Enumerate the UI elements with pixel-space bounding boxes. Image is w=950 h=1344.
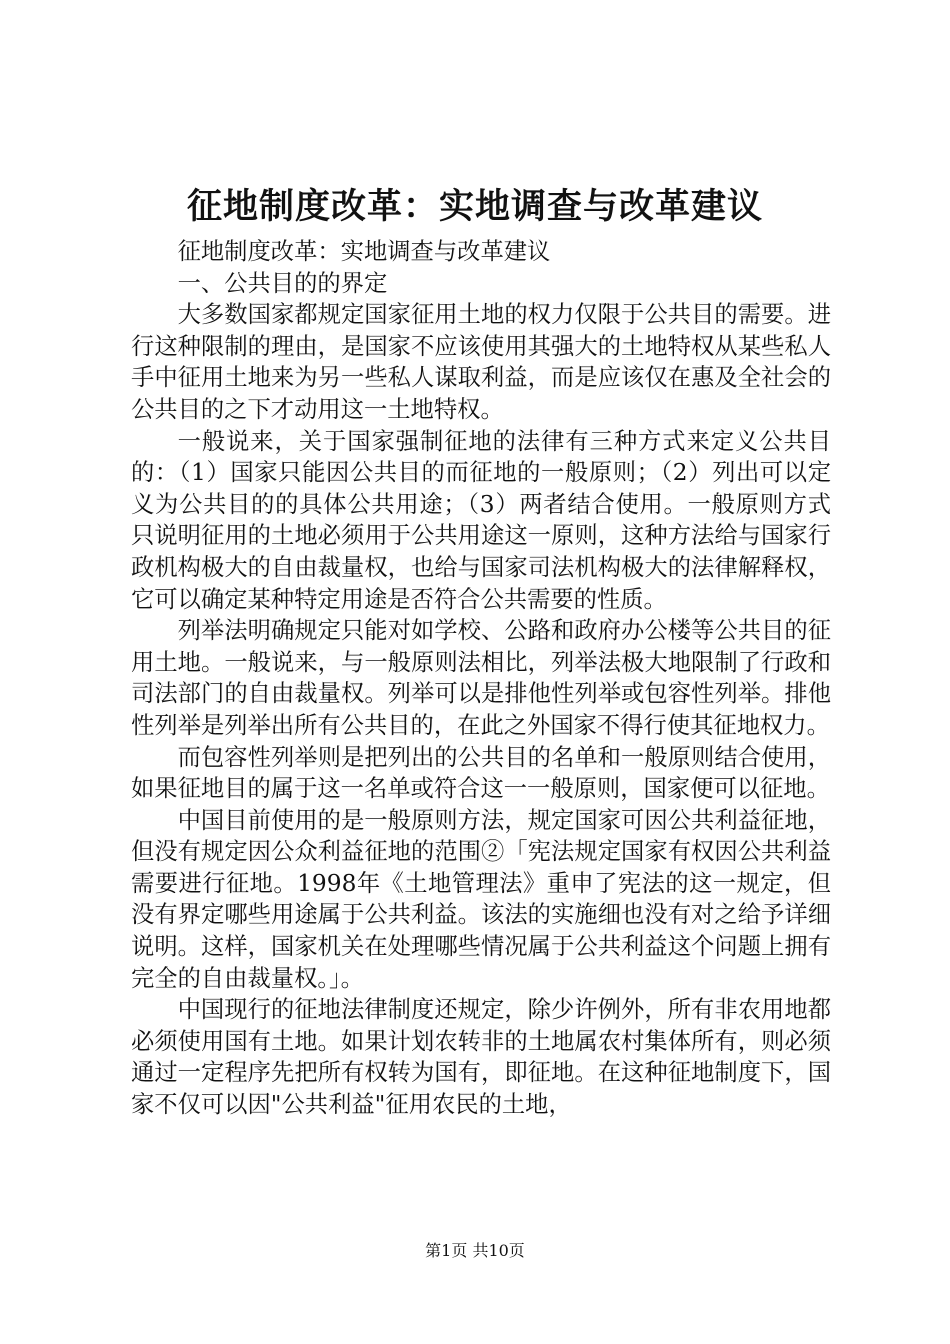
paragraph: 中国现行的征地法律制度还规定，除少许例外，所有非农用地都必须使用国有土地。如果计划农转非的土地属农村集体所有，则必须通过一定程序先把所有权转为国有，即征地。在这种征地制度下，国家不仅可以因"公共利益"征用农民的土地， <box>131 996 831 1119</box>
document-title: 征地制度改革：实地调查与改革建议 <box>186 186 763 227</box>
page-number-footer: 第1页 共10页 <box>425 1241 525 1260</box>
paragraph: 中国目前使用的是一般原则方法，规定国家可因公共利益征地，但没有规定因公众利益征地的范围②「宪法规定国家有权因公共利益需要进行征地。1998年《土地管理法》重申了宪法的这一规定，但没有界定哪些用途属于公共利益。该法的实施细也没有对之给予详细说明。这样，国家机关在处理哪些情况属于公共利益这个问题上拥有完全的自由裁量权。」。 <box>131 806 831 992</box>
paragraph: 列举法明确规定只能对如学校、公路和政府办公楼等公共目的征用土地。一般说来，与一般原则法相比，列举法极大地限制了行政和司法部门的自由裁量权。列举可以是排他性列举或包容性列举。排他性列举是列举出所有公共目的，在此之外国家不得行使其征地权力。 <box>131 617 831 739</box>
paragraph: 一般说来，关于国家强制征地的法律有三种方式来定义公共目的：（1）国家只能因公共目的而征地的一般原则；（2）列出可以定义为公共目的的具体公共用途；（3）两者结合使用。一般原则方式只说明征用的土地必须用于公共用途这一原则，这种方法给与国家行政机构极大的自由裁量权，也给与国家司法机构极大的法律解释权，它可以确定某种特定用途是否符合公共需要的性质。 <box>131 427 831 613</box>
paragraph: 大多数国家都规定国家征用土地的权力仅限于公共目的需要。进行这种限制的理由，是国家不应该使用其强大的土地特权从某些私人手中征用土地来为另一些私人谋取利益，而是应该仅在惠及全社会的公共目的之下才动用这一土地特权。 <box>131 301 831 423</box>
section-heading: 一、公共目的的界定 <box>177 269 388 297</box>
paragraph: 而包容性列举则是把列出的公共目的名单和一般原则结合使用，如果征地目的属于这一名单或符合这一一般原则，国家便可以征地。 <box>131 743 831 803</box>
document-body <box>131 236 831 1121</box>
paragraph-subtitle: 征地制度改革：实地调查与改革建议 <box>177 238 551 265</box>
